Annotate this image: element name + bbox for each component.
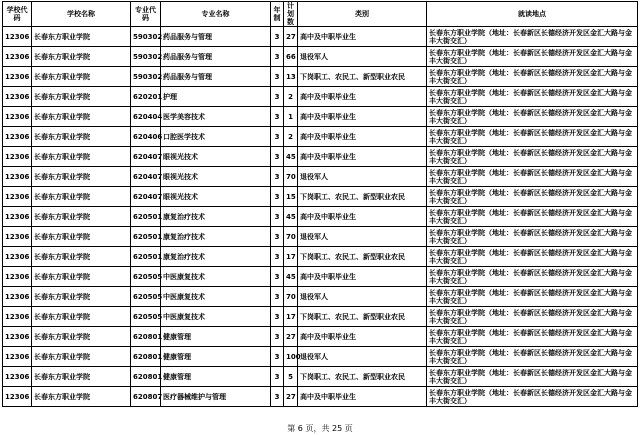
cell-years: 3 — [271, 27, 284, 47]
table-row — [3, 27, 638, 47]
cell-category: 下岗职工、农民工、新型职业农民 — [298, 367, 427, 387]
cell-school-name: 长春东方职业学院 — [32, 127, 131, 147]
cell-location: 长春东方职业学院（地址：长春新区长德经济开发区金汇大路与金丰大街交汇） — [427, 87, 638, 107]
header-years: 年制 — [271, 2, 284, 27]
cell-school-code: 12306 — [3, 347, 32, 367]
cell-location: 长春东方职业学院（地址：长春新区长德经济开发区金汇大路与金丰大街交汇） — [427, 47, 638, 67]
cell-category: 退役军人 — [298, 227, 427, 247]
cell-location: 长春东方职业学院（地址：长春新区长德经济开发区金汇大路与金丰大街交汇） — [427, 287, 638, 307]
table-row — [3, 227, 638, 247]
cell-school-code: 12306 — [3, 107, 32, 127]
cell-school-code: 12306 — [3, 227, 32, 247]
cell-location: 长春东方职业学院（地址：长春新区长德经济开发区金汇大路与金丰大街交汇） — [427, 107, 638, 127]
cell-school-code: 12306 — [3, 287, 32, 307]
table-row — [3, 307, 638, 327]
cell-plan: 70 — [284, 167, 298, 187]
cell-years: 3 — [271, 147, 284, 167]
cell-school-code: 12306 — [3, 367, 32, 387]
cell-plan: 70 — [284, 287, 298, 307]
cell-plan: 27 — [284, 387, 298, 407]
table-row — [3, 387, 638, 407]
cell-school-name: 长春东方职业学院 — [32, 67, 131, 87]
cell-major-name: 医学美容技术 — [161, 107, 271, 127]
table-row — [3, 127, 638, 147]
cell-location: 长春东方职业学院（地址：长春新区长德经济开发区金汇大路与金丰大街交汇） — [427, 387, 638, 407]
enrollment-table — [2, 1, 638, 407]
table-row — [3, 367, 638, 387]
cell-school-code: 12306 — [3, 67, 32, 87]
cell-category: 退役军人 — [298, 287, 427, 307]
cell-years: 3 — [271, 247, 284, 267]
cell-plan: 17 — [284, 247, 298, 267]
cell-major-code: 620505 — [131, 307, 161, 327]
cell-location: 长春东方职业学院（地址：长春新区长德经济开发区金汇大路与金丰大街交汇） — [427, 27, 638, 47]
cell-major-name: 中医康复技术 — [161, 287, 271, 307]
cell-category: 高中及中职毕业生 — [298, 147, 427, 167]
cell-major-code: 620801 — [131, 347, 161, 367]
cell-school-code: 12306 — [3, 27, 32, 47]
cell-location: 长春东方职业学院（地址：长春新区长德经济开发区金汇大路与金丰大街交汇） — [427, 327, 638, 347]
cell-plan: 45 — [284, 207, 298, 227]
cell-school-name: 长春东方职业学院 — [32, 387, 131, 407]
cell-plan: 2 — [284, 87, 298, 107]
cell-school-name: 长春东方职业学院 — [32, 327, 131, 347]
cell-years: 3 — [271, 327, 284, 347]
cell-school-code: 12306 — [3, 147, 32, 167]
cell-school-name: 长春东方职业学院 — [32, 207, 131, 227]
cell-plan: 13 — [284, 67, 298, 87]
header-category: 类别 — [298, 2, 427, 27]
cell-major-name: 健康管理 — [161, 327, 271, 347]
cell-location: 长春东方职业学院（地址：长春新区长德经济开发区金汇大路与金丰大街交汇） — [427, 207, 638, 227]
cell-category: 高中及中职毕业生 — [298, 387, 427, 407]
cell-years: 3 — [271, 87, 284, 107]
cell-major-code: 620801 — [131, 327, 161, 347]
cell-years: 3 — [271, 187, 284, 207]
cell-location: 长春东方职业学院（地址：长春新区长德经济开发区金汇大路与金丰大街交汇） — [427, 147, 638, 167]
cell-major-code: 620501 — [131, 207, 161, 227]
cell-plan: 15 — [284, 187, 298, 207]
cell-major-code: 620407 — [131, 187, 161, 207]
cell-category: 下岗职工、农民工、新型职业农民 — [298, 247, 427, 267]
cell-school-code: 12306 — [3, 207, 32, 227]
cell-location: 长春东方职业学院（地址：长春新区长德经济开发区金汇大路与金丰大街交汇） — [427, 367, 638, 387]
cell-major-code: 620807 — [131, 387, 161, 407]
cell-location: 长春东方职业学院（地址：长春新区长德经济开发区金汇大路与金丰大街交汇） — [427, 347, 638, 367]
cell-plan: 5 — [284, 367, 298, 387]
cell-major-name: 口腔医学技术 — [161, 127, 271, 147]
cell-years: 3 — [271, 107, 284, 127]
cell-category: 高中及中职毕业生 — [298, 107, 427, 127]
cell-major-name: 中医康复技术 — [161, 267, 271, 287]
cell-school-name: 长春东方职业学院 — [32, 187, 131, 207]
cell-major-name: 护理 — [161, 87, 271, 107]
cell-school-name: 长春东方职业学院 — [32, 147, 131, 167]
cell-major-code: 590302 — [131, 27, 161, 47]
cell-plan: 66 — [284, 47, 298, 67]
cell-major-code: 620406 — [131, 127, 161, 147]
cell-major-code: 590302 — [131, 47, 161, 67]
cell-location: 长春东方职业学院（地址：长春新区长德经济开发区金汇大路与金丰大街交汇） — [427, 267, 638, 287]
cell-plan: 1 — [284, 107, 298, 127]
cell-plan: 100 — [284, 347, 298, 367]
cell-major-name: 中医康复技术 — [161, 307, 271, 327]
cell-years: 3 — [271, 167, 284, 187]
table-row — [3, 47, 638, 67]
cell-years: 3 — [271, 267, 284, 287]
cell-category: 下岗职工、农民工、新型职业农民 — [298, 187, 427, 207]
cell-plan: 45 — [284, 147, 298, 167]
cell-category: 高中及中职毕业生 — [298, 127, 427, 147]
cell-major-code: 620501 — [131, 227, 161, 247]
cell-location: 长春东方职业学院（地址：长春新区长德经济开发区金汇大路与金丰大街交汇） — [427, 307, 638, 327]
cell-major-code: 620404 — [131, 107, 161, 127]
cell-major-name: 药品服务与管理 — [161, 67, 271, 87]
cell-school-code: 12306 — [3, 307, 32, 327]
cell-major-name: 健康管理 — [161, 347, 271, 367]
cell-category: 下岗职工、农民工、新型职业农民 — [298, 67, 427, 87]
cell-school-code: 12306 — [3, 327, 32, 347]
cell-major-name: 康复治疗技术 — [161, 247, 271, 267]
cell-school-name: 长春东方职业学院 — [32, 267, 131, 287]
cell-location: 长春东方职业学院（地址：长春新区长德经济开发区金汇大路与金丰大街交汇） — [427, 167, 638, 187]
cell-major-name: 眼视光技术 — [161, 147, 271, 167]
header-school-code: 学校代码 — [3, 2, 32, 27]
cell-major-name: 眼视光技术 — [161, 187, 271, 207]
cell-category: 高中及中职毕业生 — [298, 267, 427, 287]
cell-school-name: 长春东方职业学院 — [32, 167, 131, 187]
table-row — [3, 247, 638, 267]
table-body — [3, 27, 638, 407]
cell-major-name: 眼视光技术 — [161, 167, 271, 187]
cell-location: 长春东方职业学院（地址：长春新区长德经济开发区金汇大路与金丰大街交汇） — [427, 227, 638, 247]
cell-major-name: 药品服务与管理 — [161, 27, 271, 47]
table-row — [3, 107, 638, 127]
table-row — [3, 147, 638, 167]
cell-years: 3 — [271, 47, 284, 67]
cell-school-code: 12306 — [3, 47, 32, 67]
table-row — [3, 327, 638, 347]
cell-years: 3 — [271, 367, 284, 387]
cell-category: 下岗职工、农民工、新型职业农民 — [298, 307, 427, 327]
cell-years: 3 — [271, 387, 284, 407]
cell-major-code: 620407 — [131, 147, 161, 167]
cell-major-code: 620801 — [131, 367, 161, 387]
cell-plan: 45 — [284, 267, 298, 287]
cell-years: 3 — [271, 307, 284, 327]
table-row — [3, 207, 638, 227]
cell-category: 高中及中职毕业生 — [298, 207, 427, 227]
cell-school-code: 12306 — [3, 167, 32, 187]
cell-school-name: 长春东方职业学院 — [32, 47, 131, 67]
cell-major-name: 医疗器械维护与管理 — [161, 387, 271, 407]
cell-years: 3 — [271, 207, 284, 227]
header-school-name: 学校名称 — [32, 2, 131, 27]
table-row — [3, 267, 638, 287]
header-plan: 计划数 — [284, 2, 298, 27]
cell-plan: 17 — [284, 307, 298, 327]
cell-major-code: 590302 — [131, 67, 161, 87]
cell-school-name: 长春东方职业学院 — [32, 107, 131, 127]
cell-years: 3 — [271, 227, 284, 247]
cell-school-code: 12306 — [3, 187, 32, 207]
cell-category: 高中及中职毕业生 — [298, 87, 427, 107]
cell-category: 高中及中职毕业生 — [298, 27, 427, 47]
cell-school-name: 长春东方职业学院 — [32, 227, 131, 247]
cell-school-name: 长春东方职业学院 — [32, 247, 131, 267]
cell-school-name: 长春东方职业学院 — [32, 87, 131, 107]
cell-school-code: 12306 — [3, 247, 32, 267]
cell-years: 3 — [271, 67, 284, 87]
cell-plan: 27 — [284, 327, 298, 347]
table-row — [3, 287, 638, 307]
table-row — [3, 187, 638, 207]
cell-school-name: 长春东方职业学院 — [32, 347, 131, 367]
header-major-code: 专业代码 — [131, 2, 161, 27]
cell-years: 3 — [271, 347, 284, 367]
cell-major-name: 康复治疗技术 — [161, 227, 271, 247]
cell-major-name: 药品服务与管理 — [161, 47, 271, 67]
cell-category: 高中及中职毕业生 — [298, 327, 427, 347]
cell-school-name: 长春东方职业学院 — [32, 307, 131, 327]
cell-location: 长春东方职业学院（地址：长春新区长德经济开发区金汇大路与金丰大街交汇） — [427, 127, 638, 147]
cell-location: 长春东方职业学院（地址：长春新区长德经济开发区金汇大路与金丰大街交汇） — [427, 67, 638, 87]
page-number: 第 6 页，共 25 页 — [287, 424, 353, 433]
table-row — [3, 347, 638, 367]
header-location: 就读地点 — [427, 2, 638, 27]
cell-major-code: 620201 — [131, 87, 161, 107]
cell-school-code: 12306 — [3, 127, 32, 147]
cell-major-code: 620505 — [131, 267, 161, 287]
cell-location: 长春东方职业学院（地址：长春新区长德经济开发区金汇大路与金丰大街交汇） — [427, 247, 638, 267]
cell-school-code: 12306 — [3, 387, 32, 407]
cell-category: 退役军人 — [298, 167, 427, 187]
cell-category: 退役军人 — [298, 47, 427, 67]
table-row — [3, 167, 638, 187]
table-header-row — [3, 2, 638, 27]
cell-school-code: 12306 — [3, 267, 32, 287]
cell-major-name: 康复治疗技术 — [161, 207, 271, 227]
cell-plan: 2 — [284, 127, 298, 147]
header-major-name: 专业名称 — [161, 2, 271, 27]
cell-plan: 70 — [284, 227, 298, 247]
cell-major-code: 620407 — [131, 167, 161, 187]
cell-school-name: 长春东方职业学院 — [32, 27, 131, 47]
cell-years: 3 — [271, 287, 284, 307]
cell-major-code: 620501 — [131, 247, 161, 267]
cell-school-name: 长春东方职业学院 — [32, 367, 131, 387]
cell-major-code: 620505 — [131, 287, 161, 307]
cell-category: 退役军人 — [298, 347, 427, 367]
cell-major-name: 健康管理 — [161, 367, 271, 387]
cell-years: 3 — [271, 127, 284, 147]
cell-school-code: 12306 — [3, 87, 32, 107]
cell-plan: 27 — [284, 27, 298, 47]
table-row — [3, 87, 638, 107]
cell-school-name: 长春东方职业学院 — [32, 287, 131, 307]
cell-location: 长春东方职业学院（地址：长春新区长德经济开发区金汇大路与金丰大街交汇） — [427, 187, 638, 207]
table-row — [3, 67, 638, 87]
